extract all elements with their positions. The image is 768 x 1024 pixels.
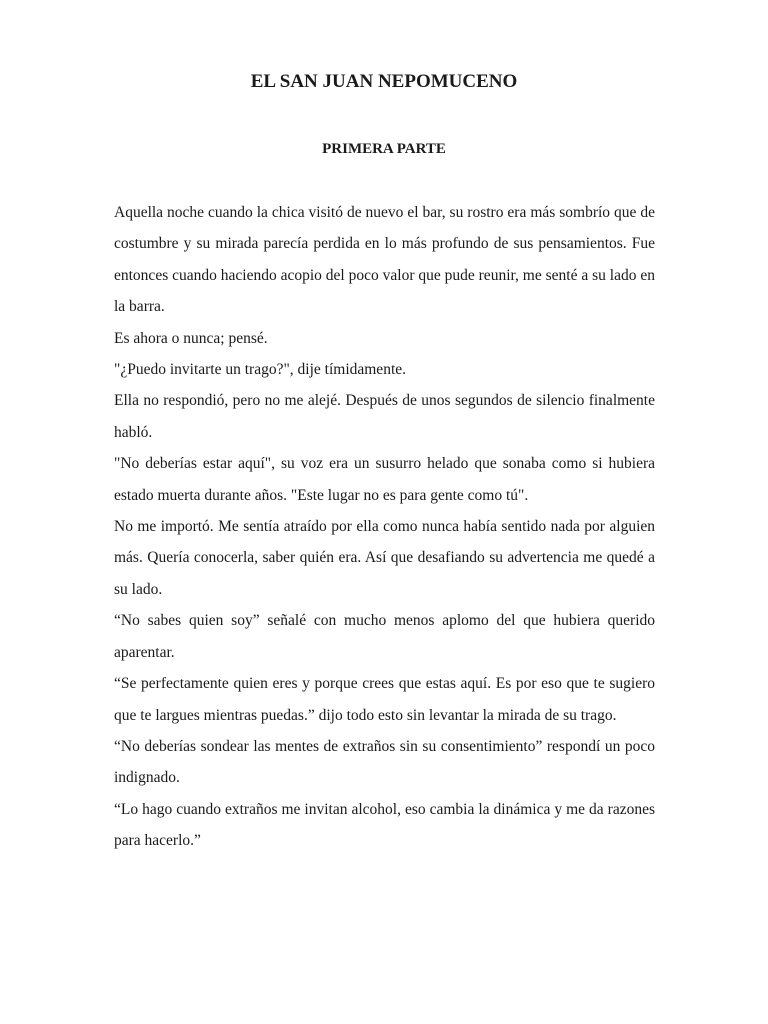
- paragraph: "No deberías estar aquí", su voz era un susurro helado que sonaba como si hubiera estado muerta durante años. "Este lugar no es para gente como tú".: [114, 455, 655, 504]
- paragraph: “Se perfectamente quien eres y porque crees que estas aquí. Es por eso que te sugiero que te largues mientras puedas.” dijo todo esto sin levantar la mirada de su trago.: [114, 675, 655, 724]
- paragraph: Es ahora o nunca; pensé.: [114, 329, 268, 347]
- paragraph: Aquella noche cuando la chica visitó de nuevo el bar, su rostro era más sombrío que de costumbre y su mirada parecía perdida en lo más profundo de sus pensamientos. Fue entonces cuando haciendo acopio del poco valor que pude reunir, me senté a su lado en la barra.: [114, 204, 655, 316]
- paragraph: “No deberías sondear las mentes de extraños sin su consentimiento” respondí un poco indignado.: [114, 737, 655, 787]
- paragraph: “No sabes quien soy” señalé con mucho menos aplomo del que hubiera querido aparentar.: [114, 612, 655, 661]
- paragraph: "¿Puedo invitarte un trago?", dije tímidamente.: [114, 361, 407, 379]
- section-heading: PRIMERA PARTE: [322, 141, 446, 157]
- paragraph: No me importó. Me sentía atraído por ella como nunca había sentido nada por alguien más. Quería conocerla, saber quién era. Así que desafiando su advertencia me quedé a su lado.: [114, 518, 655, 598]
- paragraph: “Lo hago cuando extraños me invitan alcohol, eso cambia la dinámica y me da razones para hacerlo.”: [114, 800, 655, 850]
- document-title: EL SAN JUAN NEPOMUCENO: [250, 71, 518, 92]
- document-body: [114, 197, 655, 857]
- paragraph: Ella no respondió, pero no me alejé. Después de unos segundos de silencio finalmente habló.: [114, 392, 655, 441]
